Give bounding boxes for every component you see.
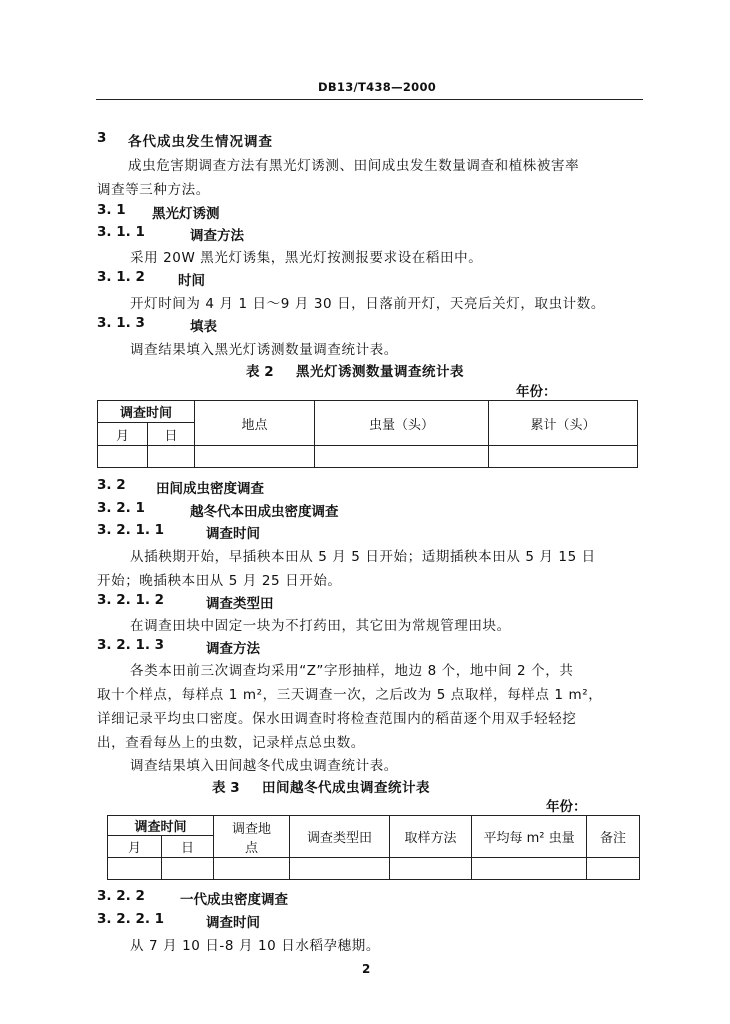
section-3-intro-line2: 调查等三种方法。: [97, 182, 210, 198]
table-2-caption: 黑光灯诱测数量调查统计表: [296, 364, 464, 380]
section-3-1-1-title: 调查方法: [190, 228, 244, 244]
table-cell: [108, 858, 162, 880]
table-2-header-count: 虫量（头）: [315, 401, 489, 446]
section-3-2-1-3-line2: 取十个样点，每样点 1 m²，三天调查一次，之后改为 5 点取样，每样点 1 m²，: [97, 687, 603, 703]
table-2-header-total: 累计（头）: [489, 401, 638, 446]
table-cell: [290, 858, 390, 880]
table-3-header-place-line1: 调查地: [232, 821, 272, 837]
section-3-2-2-number: 3. 2. 2: [97, 888, 145, 904]
table-3-empty-row: [108, 858, 640, 880]
table-2-header-month: 月: [98, 423, 148, 446]
section-3-1-1-text: 采用 20W 黑光灯诱集，黑光灯按测报要求设在稻田中。: [130, 250, 483, 266]
section-3-2-1-3-line1: 各类本田前三次调查均采用“Z”字形抽样，地边 8 个，地中间 2 个，共: [130, 663, 574, 679]
table-cell: [489, 446, 638, 468]
section-3-heading: 各代成虫发生情况调查: [128, 134, 273, 150]
table-3-header-month: 月: [108, 836, 162, 858]
section-3-2-1-3-line4: 出，查看每丛上的虫数，记录样点总虫数。: [97, 735, 365, 751]
section-3-intro-line1: 成虫危害期调查方法有黑光灯诱测、田间成虫发生数量调查和植株被害率: [128, 158, 580, 174]
section-3-2-1-2-number: 3. 2. 1. 2: [97, 592, 165, 608]
section-3-1-2-title: 时间: [178, 273, 205, 289]
table-3-header-day: 日: [162, 836, 214, 858]
section-3-2-number: 3. 2: [97, 477, 126, 493]
table-cell: [587, 858, 640, 880]
table-3-header-avg: 平均每 m² 虫量: [472, 816, 587, 858]
table-2-header-time: 调查时间: [98, 401, 195, 423]
table-3-caption: 田间越冬代成虫调查统计表: [262, 780, 430, 796]
section-3-number: 3: [97, 130, 107, 146]
section-3-2-2-1-text: 从 7 月 10 日-8 月 10 日水稻孕穗期。: [130, 938, 380, 954]
header-rule: [96, 99, 643, 100]
section-3-2-1-2-text: 在调查田块中固定一块为不打药田，其它田为常规管理田块。: [130, 618, 511, 634]
section-3-2-1-3-line3: 详细记录平均虫口密度。保水田调查时将检查范围内的稻苗逐个用双手轻轻挖: [97, 711, 577, 727]
table-cell: [315, 446, 489, 468]
section-3-2-1-number: 3. 2. 1: [97, 500, 145, 516]
section-3-1-title: 黑光灯诱测: [152, 206, 220, 222]
section-3-2-1-3-title: 调查方法: [206, 641, 260, 657]
section-3-2-1-2-title: 调查类型田: [206, 596, 274, 612]
section-3-2-title: 田间成虫密度调查: [156, 481, 264, 497]
section-3-1-3-number: 3. 1. 3: [97, 315, 145, 331]
doc-code: DB13/T438—2000: [318, 80, 437, 94]
table-2-caption-number: 表 2: [246, 364, 274, 380]
table-cell: [472, 858, 587, 880]
section-3-1-1-number: 3. 1. 1: [97, 224, 145, 240]
table-cell: [162, 858, 214, 880]
table-2-year-label: 年份：: [516, 384, 557, 400]
section-3-2-2-title: 一代成虫密度调查: [180, 892, 288, 908]
table-3-header-note: 备注: [587, 816, 640, 858]
section-3-2-2-1-number: 3. 2. 2. 1: [97, 911, 165, 927]
table-3-caption-number: 表 3: [212, 780, 240, 796]
section-3-1-2-number: 3. 1. 2: [97, 269, 145, 285]
section-3-1-3-title: 填表: [190, 319, 217, 335]
section-3-2-1-1-number: 3. 2. 1. 1: [97, 522, 165, 538]
section-3-2-1-1-title: 调查时间: [206, 526, 260, 542]
section-3-1-number: 3. 1: [97, 202, 126, 218]
section-3-1-3-text: 调查结果填入黑光灯诱测数量调查统计表。: [130, 342, 398, 358]
table-2-empty-row: [98, 446, 638, 468]
page-number: 2: [362, 962, 371, 976]
table-3-header-place: [214, 816, 290, 858]
table-3: [107, 815, 640, 880]
table-3-header-time: 调查时间: [108, 816, 214, 836]
table-2-header-place: 地点: [195, 401, 315, 446]
table-3-year-label: 年份：: [546, 799, 587, 815]
section-3-2-1-1-line1: 从插秧期开始，早插秧本田从 5 月 5 日开始；适期插秧本田从 5 月 15 日: [130, 549, 596, 565]
table-cell: [390, 858, 472, 880]
table-cell: [98, 446, 148, 468]
table-3-header-method: 取样方法: [390, 816, 472, 858]
section-3-2-2-1-title: 调查时间: [206, 915, 260, 931]
table-3-header-type: 调查类型田: [290, 816, 390, 858]
section-3-2-1-title: 越冬代本田成虫密度调查: [190, 504, 339, 520]
table-2-header-day: 日: [148, 423, 195, 446]
table-cell: [148, 446, 195, 468]
section-3-2-1-1-line2: 开始；晚插秧本田从 5 月 25 日开始。: [97, 573, 342, 589]
table-3-header-place-line2: 点: [245, 840, 259, 856]
section-3-2-1-3-number: 3. 2. 1. 3: [97, 637, 165, 653]
table-cell: [195, 446, 315, 468]
section-3-2-1-3-line5: 调查结果填入田间越冬代成虫调查统计表。: [130, 758, 398, 774]
table-cell: [214, 858, 290, 880]
table-2: [97, 400, 638, 468]
section-3-1-2-text: 开灯时间为 4 月 1 日～9 月 30 日，日落前开灯，天亮后关灯，取虫计数。: [130, 296, 605, 312]
